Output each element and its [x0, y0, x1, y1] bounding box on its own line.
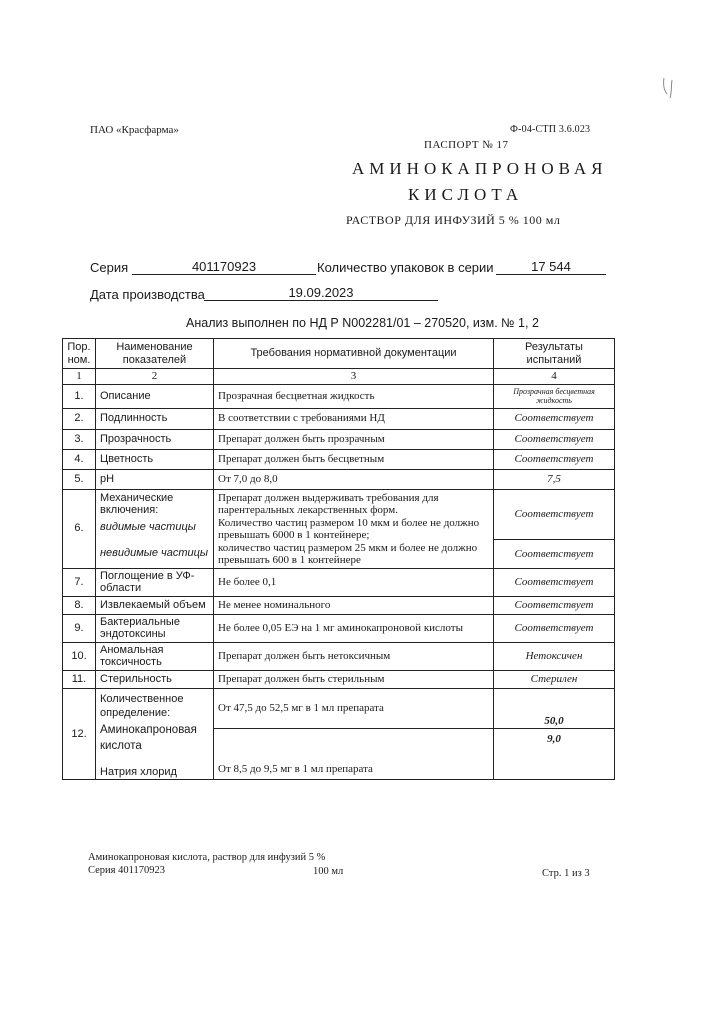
row-requirement: Препарат должен быть прозрачным	[214, 429, 494, 449]
row-subname: Аминокапроновая кислота	[100, 723, 197, 752]
row-requirement-group	[214, 489, 494, 568]
row-requirement: Количество частиц размером 10 мкм и более не должно превышать 6000 в 1 контейнере;	[218, 516, 480, 541]
footer-product: Аминокапроновая кислота, раствор для инфузий 5 %	[88, 852, 326, 863]
row-name: pH	[96, 469, 214, 489]
row-result: 50,0	[494, 688, 615, 729]
table-row	[63, 596, 615, 614]
row-result: Соответствует	[494, 429, 615, 449]
table-row	[63, 688, 615, 729]
row-result: Соответствует	[494, 540, 615, 568]
table-row	[63, 568, 615, 596]
analysis-line: Анализ выполнен по НД Р N002281/01 – 270520, изм. № 1, 2	[186, 316, 539, 330]
row-name: Цветность	[96, 449, 214, 469]
row-requirement: Не менее номинального	[214, 596, 494, 614]
row-number: 7.	[63, 568, 96, 596]
quantity-value: 17 544	[496, 259, 606, 275]
row-name: Поглощение в УФ-области	[96, 568, 214, 596]
handwritten-mark	[658, 76, 680, 100]
row-name: Количественное определение:	[100, 692, 184, 719]
row-requirement: От 7,0 до 8,0	[214, 469, 494, 489]
row-requirement: В соответствии с требованиями НД	[214, 408, 494, 429]
row-result: 7,5	[494, 469, 615, 489]
column-number-row	[63, 369, 615, 385]
table-row	[63, 489, 615, 540]
table-row	[63, 384, 615, 408]
row-name: Извлекаемый объем	[96, 596, 214, 614]
title-line-2: КИСЛОТА	[408, 185, 524, 204]
row-number: 10.	[63, 642, 96, 670]
results-table	[62, 338, 615, 780]
date-value: 19.09.2023	[204, 285, 438, 301]
row-requirement: От 8,5 до 9,5 мг в 1 мл препарата	[214, 729, 494, 780]
row-name: Стерильность	[96, 670, 214, 688]
table-row	[63, 408, 615, 429]
row-result: Стерилен	[494, 670, 615, 688]
row-result: Соответствует	[494, 408, 615, 429]
row-number: 11.	[63, 670, 96, 688]
header-requirements: Требования нормативной документации	[214, 339, 494, 369]
col-number: 2	[96, 369, 214, 385]
row-name: Аномальная токсичность	[96, 642, 214, 670]
row-name-group	[96, 688, 214, 780]
header-results: Результаты испытаний	[494, 339, 615, 369]
row-number: 6.	[63, 489, 96, 568]
row-result: Соответствует	[494, 614, 615, 642]
date-label: Дата производства	[90, 287, 205, 302]
row-name-group	[96, 489, 214, 568]
row-result: Соответствует	[494, 568, 615, 596]
row-name: Подлинность	[96, 408, 214, 429]
company-name: ПАО «Красфарма»	[90, 124, 179, 136]
row-requirement: Не более 0,05 ЕЭ на 1 мг аминокапроновой кислоты	[214, 614, 494, 642]
row-requirement: От 47,5 до 52,5 мг в 1 мл препарата	[214, 688, 494, 729]
series-value: 401170923	[132, 259, 316, 275]
col-number: 1	[63, 369, 96, 385]
header-name: Наименование показателей	[96, 339, 214, 369]
row-number: 3.	[63, 429, 96, 449]
row-subname: невидимые частицы	[100, 547, 209, 559]
row-result: Соответствует	[494, 596, 615, 614]
row-requirement: Прозрачная бесцветная жидкость	[214, 384, 494, 408]
col-number: 3	[214, 369, 494, 385]
passport-number: ПАСПОРТ № 17	[424, 139, 509, 151]
series-label: Серия	[90, 260, 129, 275]
row-name: Прозрачность	[96, 429, 214, 449]
table-row	[63, 642, 615, 670]
row-name: Описание	[96, 384, 214, 408]
row-requirement: Препарат должен быть нетоксичным	[214, 642, 494, 670]
title-line-1: АМИНОКАПРОНОВАЯ	[352, 159, 608, 178]
row-result: Соответствует	[494, 449, 615, 469]
table-row	[63, 449, 615, 469]
row-number: 12.	[63, 688, 96, 780]
row-result: Прозрачная бесцветная жидкость	[494, 384, 615, 408]
row-name: Бактериальные эндотоксины	[96, 614, 214, 642]
table-row	[63, 429, 615, 449]
row-result: Соответствует	[494, 489, 615, 540]
form-code: Ф-04-СТП 3.6.023	[510, 124, 591, 135]
row-number: 9.	[63, 614, 96, 642]
row-result: 9,0	[494, 729, 615, 780]
row-result: Нетоксичен	[494, 642, 615, 670]
row-subname: Натрия хлорид	[100, 765, 177, 778]
row-requirement: Не более 0,1	[214, 568, 494, 596]
page-number: Стр. 1 из 3	[542, 868, 590, 879]
table-header-row	[63, 339, 615, 369]
table-row	[63, 614, 615, 642]
row-number: 1.	[63, 384, 96, 408]
footer-volume: 100 мл	[313, 866, 344, 877]
row-number: 4.	[63, 449, 96, 469]
row-requirement: Препарат должен быть бесцветным	[214, 449, 494, 469]
quantity-label: Количество упаковок в серии	[317, 260, 494, 275]
table-row	[63, 670, 615, 688]
col-number: 4	[494, 369, 615, 385]
row-name: Механические включения:	[100, 491, 174, 516]
table-row	[63, 469, 615, 489]
row-requirement: количество частиц размером 25 мкм и более не должно превышать 600 в 1 контейнере	[218, 541, 478, 566]
header-num: Пор. ном.	[63, 339, 96, 369]
subtitle: РАСТВОР ДЛЯ ИНФУЗИЙ 5 % 100 мл	[346, 213, 561, 227]
row-number: 2.	[63, 408, 96, 429]
row-subname: видимые частицы	[100, 520, 196, 533]
footer-series: Серия 401170923	[88, 865, 165, 876]
row-number: 8.	[63, 596, 96, 614]
row-requirement: Препарат должен выдерживать требования для парентеральных лекарственных форм.	[218, 491, 439, 516]
row-requirement: Препарат должен быть стерильным	[214, 670, 494, 688]
row-number: 5.	[63, 469, 96, 489]
